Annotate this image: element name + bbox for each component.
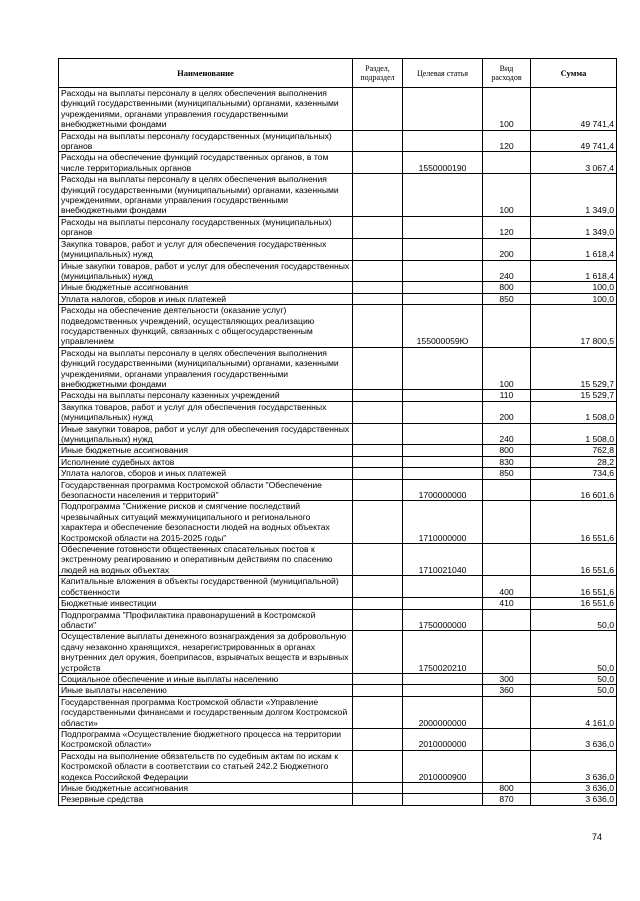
table-row — [59, 673, 617, 684]
row-kind: 800 — [483, 445, 531, 456]
row-target — [403, 456, 483, 467]
row-kind: 800 — [483, 282, 531, 293]
row-kind: 400 — [483, 576, 531, 598]
row-sum: 16 551,6 — [531, 501, 617, 544]
row-name: Подпрограмма "Снижение рисков и смягчение последствий чрезвычайных ситуаций межмуниципального и регионального характера и обеспечение безопасности людей на водных объектах Костромской области на 2015-2025 годы" — [59, 501, 353, 544]
row-kind: 110 — [483, 390, 531, 401]
row-kind — [483, 631, 531, 674]
row-section — [353, 390, 403, 401]
row-kind: 120 — [483, 216, 531, 238]
document-page — [58, 58, 616, 806]
row-kind: 100 — [483, 174, 531, 217]
row-name: Подпрограмма «Осуществление бюджетного процесса на территории Костромской области» — [59, 728, 353, 750]
header-section: Раздел, подраздел — [353, 59, 403, 88]
row-section — [353, 685, 403, 696]
table-row — [59, 685, 617, 696]
row-sum: 49 741,4 — [531, 88, 617, 131]
row-target — [403, 423, 483, 445]
row-name: Уплата налогов, сборов и иных платежей — [59, 468, 353, 479]
row-section — [353, 479, 403, 501]
row-section — [353, 794, 403, 805]
row-target — [403, 685, 483, 696]
row-name: Обеспечение готовности общественных спасательных постов к экстренному реагированию и оперативным действиям по спасению людей на водных объектах — [59, 544, 353, 576]
table-row — [59, 750, 617, 782]
row-target — [403, 347, 483, 390]
row-target — [403, 401, 483, 423]
row-target — [403, 238, 483, 260]
row-section — [353, 238, 403, 260]
row-name: Расходы на выплаты персоналу государственных (муниципальных) органов — [59, 130, 353, 152]
row-section — [353, 282, 403, 293]
row-sum: 50,0 — [531, 609, 617, 631]
row-section — [353, 305, 403, 348]
row-sum: 734,6 — [531, 468, 617, 479]
row-target — [403, 794, 483, 805]
row-name: Социальное обеспечение и иные выплаты населению — [59, 673, 353, 684]
table-row — [59, 501, 617, 544]
table-row — [59, 347, 617, 390]
row-section — [353, 88, 403, 131]
table-header-row — [59, 59, 617, 88]
row-kind — [483, 305, 531, 348]
row-name: Закупка товаров, работ и услуг для обеспечения государственных (муниципальных) нужд — [59, 401, 353, 423]
row-target — [403, 216, 483, 238]
row-kind — [483, 750, 531, 782]
table-row — [59, 479, 617, 501]
row-section — [353, 468, 403, 479]
table-row — [59, 544, 617, 576]
row-kind: 120 — [483, 130, 531, 152]
header-sum: Сумма — [531, 59, 617, 88]
row-sum: 3 067,4 — [531, 152, 617, 174]
row-sum: 3 636,0 — [531, 783, 617, 794]
row-kind: 360 — [483, 685, 531, 696]
row-name: Расходы на выплаты персоналу государственных (муниципальных) органов — [59, 216, 353, 238]
row-sum: 50,0 — [531, 673, 617, 684]
row-sum: 16 551,6 — [531, 598, 617, 609]
row-section — [353, 598, 403, 609]
row-kind: 200 — [483, 238, 531, 260]
row-sum: 16 551,6 — [531, 576, 617, 598]
table-row — [59, 609, 617, 631]
row-section — [353, 456, 403, 467]
row-kind: 100 — [483, 347, 531, 390]
table-row — [59, 696, 617, 728]
row-sum: 50,0 — [531, 631, 617, 674]
row-name: Осуществление выплаты денежного вознаграждения за добровольную сдачу незаконно хранящихся, незарегистрированных в органах внутренних дел оружия, боеприпасов, взрывчатых веществ и взрывных устройств — [59, 631, 353, 674]
row-section — [353, 750, 403, 782]
row-sum: 100,0 — [531, 293, 617, 304]
row-name: Иные выплаты населению — [59, 685, 353, 696]
row-target — [403, 390, 483, 401]
row-section — [353, 696, 403, 728]
row-kind — [483, 728, 531, 750]
row-sum: 3 636,0 — [531, 728, 617, 750]
row-section — [353, 576, 403, 598]
row-kind: 100 — [483, 88, 531, 131]
row-target — [403, 673, 483, 684]
header-target: Целевая статья — [403, 59, 483, 88]
row-target — [403, 576, 483, 598]
row-section — [353, 130, 403, 152]
row-target: 1710021040 — [403, 544, 483, 576]
row-kind — [483, 544, 531, 576]
row-section — [353, 174, 403, 217]
table-row — [59, 456, 617, 467]
row-kind — [483, 501, 531, 544]
row-sum: 1 618,4 — [531, 260, 617, 282]
row-section — [353, 293, 403, 304]
row-section — [353, 347, 403, 390]
row-section — [353, 401, 403, 423]
table-row — [59, 238, 617, 260]
row-target: 1700000000 — [403, 479, 483, 501]
row-target: 2010000000 — [403, 728, 483, 750]
row-target — [403, 293, 483, 304]
row-target — [403, 783, 483, 794]
table-row — [59, 445, 617, 456]
table-row — [59, 631, 617, 674]
row-name: Иные закупки товаров, работ и услуг для обеспечения государственных (муниципальных) нужд — [59, 260, 353, 282]
row-section — [353, 216, 403, 238]
row-section — [353, 728, 403, 750]
row-kind — [483, 479, 531, 501]
table-row — [59, 293, 617, 304]
table-row — [59, 88, 617, 131]
row-sum: 3 636,0 — [531, 750, 617, 782]
row-target — [403, 445, 483, 456]
row-target — [403, 174, 483, 217]
table-row — [59, 576, 617, 598]
row-kind: 800 — [483, 783, 531, 794]
row-sum: 15 529,7 — [531, 390, 617, 401]
row-name: Расходы на обеспечение функций государственных органов, в том числе территориальных органов — [59, 152, 353, 174]
row-name: Уплата налогов, сборов и иных платежей — [59, 293, 353, 304]
row-section — [353, 260, 403, 282]
row-kind: 830 — [483, 456, 531, 467]
row-name: Исполнение судебных актов — [59, 456, 353, 467]
row-kind: 850 — [483, 293, 531, 304]
row-target: 155000059Ю — [403, 305, 483, 348]
row-kind: 410 — [483, 598, 531, 609]
row-sum: 762,8 — [531, 445, 617, 456]
row-sum: 16 551,6 — [531, 544, 617, 576]
row-sum: 100,0 — [531, 282, 617, 293]
row-target: 2010000900 — [403, 750, 483, 782]
row-name: Иные бюджетные ассигнования — [59, 282, 353, 293]
table-row — [59, 260, 617, 282]
row-sum: 28,2 — [531, 456, 617, 467]
row-kind: 850 — [483, 468, 531, 479]
row-section — [353, 501, 403, 544]
table-row — [59, 401, 617, 423]
row-section — [353, 673, 403, 684]
table-row — [59, 216, 617, 238]
row-target — [403, 130, 483, 152]
table-row — [59, 783, 617, 794]
row-target: 2000000000 — [403, 696, 483, 728]
row-name: Расходы на выплаты персоналу казенных учреждений — [59, 390, 353, 401]
row-sum: 4 161,0 — [531, 696, 617, 728]
page-number: 74 — [592, 832, 603, 842]
row-name: Расходы на выплаты персоналу в целях обеспечения выполнения функций государственными (муниципальными) органами, казенными учреждениями, органами управления государственными внебюджетными фондами — [59, 88, 353, 131]
row-kind — [483, 696, 531, 728]
row-section — [353, 445, 403, 456]
row-section — [353, 783, 403, 794]
row-name: Иные бюджетные ассигнования — [59, 445, 353, 456]
row-sum: 1 508,0 — [531, 423, 617, 445]
header-kind: Вид расходов — [483, 59, 531, 88]
table-row — [59, 598, 617, 609]
row-name: Государственная программа Костромской области "Обеспечение безопасности населения и территорий" — [59, 479, 353, 501]
row-target: 1710000000 — [403, 501, 483, 544]
row-sum: 16 601,6 — [531, 479, 617, 501]
row-target — [403, 598, 483, 609]
table-row — [59, 390, 617, 401]
row-name: Расходы на обеспечение деятельности (оказание услуг) подведомственных учреждений, осуществляющих реализацию государственных функций, связанных с общегосударственным управлением — [59, 305, 353, 348]
table-row — [59, 423, 617, 445]
row-section — [353, 609, 403, 631]
table-row — [59, 282, 617, 293]
row-name: Иные закупки товаров, работ и услуг для обеспечения государственных (муниципальных) нужд — [59, 423, 353, 445]
table-row — [59, 305, 617, 348]
row-section — [353, 631, 403, 674]
row-section — [353, 423, 403, 445]
row-sum: 1 349,0 — [531, 216, 617, 238]
row-section — [353, 544, 403, 576]
row-name: Резервные средства — [59, 794, 353, 805]
table-row — [59, 130, 617, 152]
row-name: Бюджетные инвестиции — [59, 598, 353, 609]
table-row — [59, 174, 617, 217]
row-sum: 1 508,0 — [531, 401, 617, 423]
row-target: 1750000000 — [403, 609, 483, 631]
row-target — [403, 282, 483, 293]
row-target: 1750020210 — [403, 631, 483, 674]
row-section — [353, 152, 403, 174]
row-sum: 1 349,0 — [531, 174, 617, 217]
row-sum: 49 741,4 — [531, 130, 617, 152]
row-name: Закупка товаров, работ и услуг для обеспечения государственных (муниципальных) нужд — [59, 238, 353, 260]
row-sum: 1 618,4 — [531, 238, 617, 260]
row-sum: 50,0 — [531, 685, 617, 696]
row-kind: 870 — [483, 794, 531, 805]
budget-table — [58, 58, 617, 806]
row-target — [403, 260, 483, 282]
table-row — [59, 794, 617, 805]
row-sum: 15 529,7 — [531, 347, 617, 390]
row-name: Капитальные вложения в объекты государственной (муниципальной) собственности — [59, 576, 353, 598]
row-kind: 240 — [483, 423, 531, 445]
row-kind — [483, 152, 531, 174]
row-name: Подпрограмма "Профилактика правонарушений в Костромской области" — [59, 609, 353, 631]
table-row — [59, 468, 617, 479]
row-kind — [483, 609, 531, 631]
row-name: Государственная программа Костромской области «Управление государственными финансами и государственным долгом Костромской области» — [59, 696, 353, 728]
row-name: Расходы на выполнение обязательств по судебным актам по искам к Костромской области в соответствии со статьей 242.2 Бюджетного кодекса Российской Федерации — [59, 750, 353, 782]
row-kind: 300 — [483, 673, 531, 684]
row-kind: 200 — [483, 401, 531, 423]
row-sum: 3 636,0 — [531, 794, 617, 805]
row-name: Расходы на выплаты персоналу в целях обеспечения выполнения функций государственными (муниципальными) органами, казенными учреждениями, органами управления государственными внебюджетными фондами — [59, 174, 353, 217]
header-name: Наименование — [59, 59, 353, 88]
table-row — [59, 728, 617, 750]
row-name: Иные бюджетные ассигнования — [59, 783, 353, 794]
row-target — [403, 468, 483, 479]
row-name: Расходы на выплаты персоналу в целях обеспечения выполнения функций государственными (муниципальными) органами, казенными учреждениями, органами управления государственными внебюджетными фондами — [59, 347, 353, 390]
table-row — [59, 152, 617, 174]
row-target: 1550000190 — [403, 152, 483, 174]
row-sum: 17 800,5 — [531, 305, 617, 348]
row-target — [403, 88, 483, 131]
row-kind: 240 — [483, 260, 531, 282]
